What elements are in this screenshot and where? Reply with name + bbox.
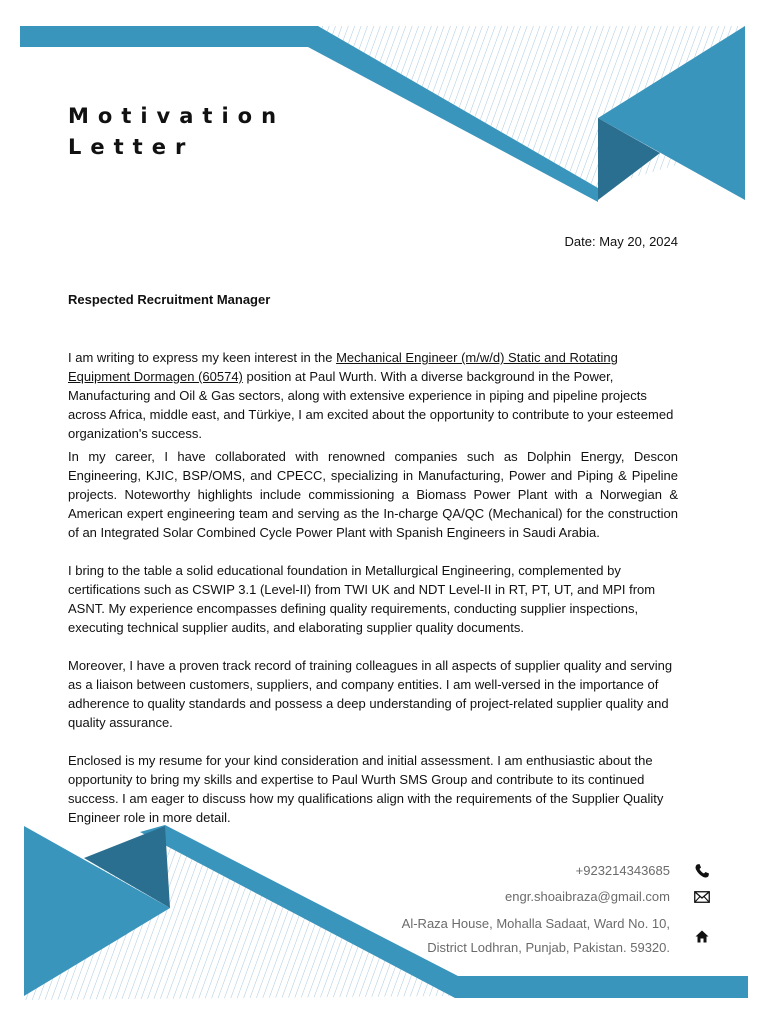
paragraph-5: Enclosed is my resume for your kind consideration and initial assessment. I am enthusiastic about the opportunity to bring my skills and expertise to Paul Wurth SMS Group and contribute to its continued success. I am eager to discuss how my qualifications align with the requirements of the Supplier Quality Engineer role in more detail. <box>68 753 664 825</box>
letter-date: Date: May 20, 2024 <box>564 234 678 249</box>
paragraph-1-intro: I am writing to express my keen interest in the <box>68 350 337 365</box>
paragraph-1-rest: position at Paul Wurth. With a diverse background in the Power, Manufacturing and Oil & Gas sectors, along with extensive experience in piping and pipeline projects across Africa, middle east, and Türkiye, I am excited about the opportunity to contribute to your esteemed organization's success. <box>68 369 674 441</box>
contact-phone[interactable]: +923214343685 <box>575 863 670 878</box>
envelope-icon <box>692 887 712 907</box>
letter-body <box>68 348 678 827</box>
salutation: Respected Recruitment Manager <box>68 292 271 307</box>
contact-address-row <box>292 910 712 962</box>
contact-email-row <box>292 884 712 910</box>
paragraph-1 <box>68 348 678 443</box>
address-line-2: District Lodhran, Punjab, Pakistan. 59320. <box>427 940 670 955</box>
contact-block <box>292 858 712 962</box>
contact-phone-row <box>292 858 712 884</box>
contact-address <box>402 912 670 960</box>
page-title <box>68 101 285 163</box>
paragraph-3: I bring to the table a solid educational foundation in Metallurgical Engineering, complemented by certifications such as CSWIP 3.1 (Level-II) from TWI UK and NDT Level-II in RT, PT, UT, and MPI from ASNT. My experience encompasses defining quality requirements, conducting supplier inspections, executing technical supplier audits, and elaborating supplier quality documents. <box>68 563 656 635</box>
title-line-2: Letter <box>68 135 195 159</box>
job-title-link[interactable]: Mechanical Engineer (m/w/d) Static and Rotating Equipment Dormagen (60574) <box>68 350 618 384</box>
home-icon <box>692 926 712 946</box>
address-line-1: Al-Raza House, Mohalla Sadaat, Ward No. 10, <box>401 916 670 931</box>
title-line-1: Motivation <box>68 104 286 128</box>
phone-icon <box>692 861 712 881</box>
paragraph-4: Moreover, I have a proven track record of training colleagues in all aspects of supplier quality and serving as a liaison between customers, suppliers, and company entities. I am well-versed in the importance of adherence to quality standards and possess a deep understanding of project-related supplier quality and quality assurance. <box>68 658 673 730</box>
contact-email[interactable]: engr.shoaibraza@gmail.com <box>505 889 670 904</box>
paragraph-2: In my career, I have collaborated with renowned companies such as Dolphin Energy, Descon Engineering, KJIC, BSP/OMS, and CPECC, specializing in Manufacturing, Power and Piping & Pipeline projects. Noteworthy highlights include commissioning a Biomass Power Plant with a Norwegian & American expert engineering team and serving as the In-charge QA/QC (Mechanical) for the construction of an Integrated Solar Combined Cycle Power Plant with Spanish Engineers in Saudi Arabia. <box>68 449 678 540</box>
